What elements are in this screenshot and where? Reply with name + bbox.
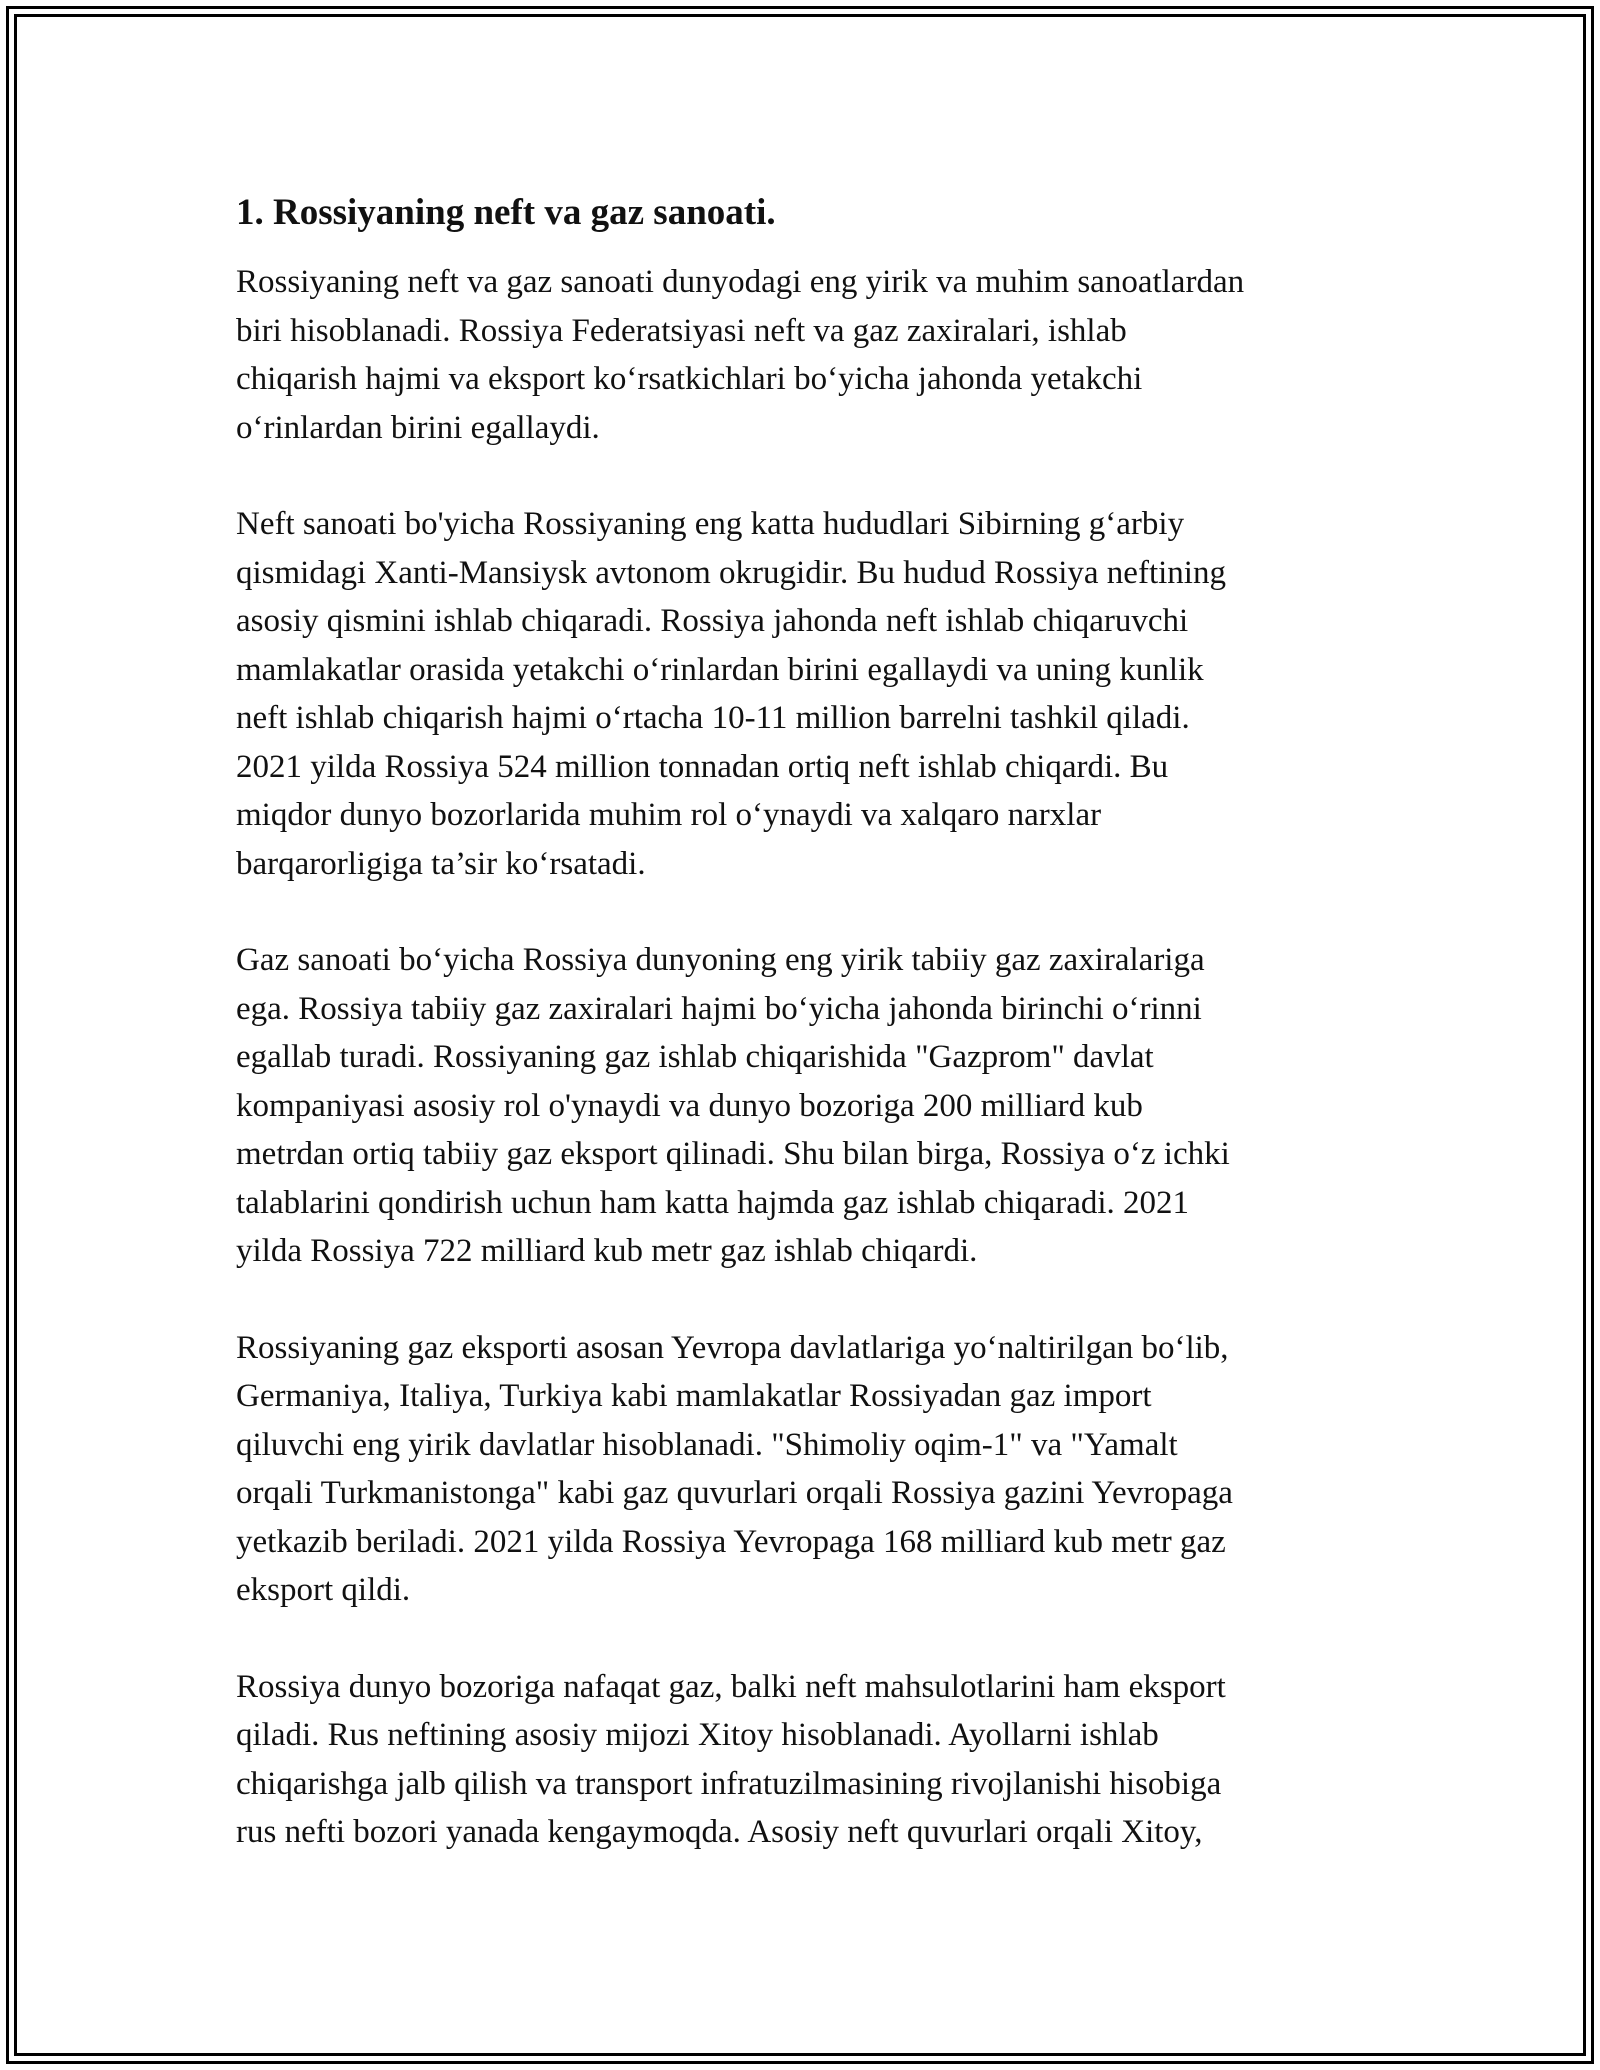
text-line: biri hisoblanadi. Rossiya Federatsiyasi neft va gaz zaxiralari, ishlab	[236, 312, 1127, 349]
text-line: Germaniya, Italiya, Turkiya kabi mamlakatlar Rossiyadan gaz import	[236, 1378, 1152, 1414]
text-line: o‘rinlardan birini egallaydi.	[236, 409, 600, 446]
paragraph-list	[236, 258, 1376, 1857]
text-line: kompaniyasi asosiy rol o'ynaydi va dunyo bozoriga 200 milliard kub	[236, 1087, 1143, 1124]
text-line: mamlakatlar orasida yetakchi o‘rinlardan birini egallaydi va uning kunlik	[236, 651, 1204, 688]
text-line: neft ishlab chiqarish hajmi o‘rtacha 10-11 million barrelni tashkil qiladi.	[236, 700, 1190, 736]
section-heading: 1. Rossiyaning neft va gaz sanoati.	[236, 192, 776, 233]
text-line: Gaz sanoati bo‘yicha Rossiya dunyoning eng yirik tabiiy gaz zaxiralariga	[236, 942, 1205, 978]
text-line: egallab turadi. Rossiyaning gaz ishlab chiqarishida "Gazprom" davlat	[236, 1039, 1154, 1075]
text-line: eksport qildi.	[236, 1572, 411, 1608]
document-body	[236, 188, 1376, 1905]
text-line: Rossiyaning neft va gaz sanoati dunyodagi eng yirik va muhim sanoatlardan	[236, 264, 1245, 300]
text-line: yetkazib beriladi. 2021 yilda Rossiya Yevropaga 168 milliard kub metr gaz	[236, 1523, 1226, 1560]
text-line: talablarini qondirish uchun ham katta hajmda gaz ishlab chiqaradi. 2021	[236, 1184, 1190, 1221]
text-line: orqali Turkmanistonga" kabi gaz quvurlari orqali Rossiya gazini Yevropaga	[236, 1475, 1233, 1511]
text-line: yilda Rossiya 722 milliard kub metr gaz ishlab chiqardi.	[236, 1233, 978, 1269]
text-line: rus nefti bozori yanada kengaymoqda. Asosiy neft quvurlari orqali Xitoy,	[236, 1814, 1203, 1850]
text-line: Rossiyaning gaz eksporti asosan Yevropa davlatlariga yo‘naltirilgan bo‘lib,	[236, 1329, 1229, 1366]
paragraph	[236, 1324, 1376, 1615]
paragraph	[236, 500, 1376, 888]
text-line: asosiy qismini ishlab chiqaradi. Rossiya jahonda neft ishlab chiqaruvchi	[236, 603, 1189, 639]
text-line: Rossiya dunyo bozoriga nafaqat gaz, balki neft mahsulotlarini ham eksport	[236, 1668, 1226, 1705]
text-line: ega. Rossiya tabiiy gaz zaxiralari hajmi bo‘yicha jahonda birinchi o‘rinni	[236, 990, 1202, 1027]
text-line: Neft sanoati bo'yicha Rossiyaning eng katta hududlari Sibirning g‘arbiy	[236, 506, 1185, 542]
text-line: metrdan ortiq tabiiy gaz eksport qilinadi. Shu bilan birga, Rossiya o‘z ichki	[236, 1136, 1230, 1172]
text-line: qiluvchi eng yirik davlatlar hisoblanadi. "Shimoliy oqim-1" va "Yamalt	[236, 1426, 1178, 1463]
text-line: barqarorligiga ta’sir ko‘rsatadi.	[236, 845, 646, 882]
text-line: 2021 yilda Rossiya 524 million tonnadan ortiq neft ishlab chiqardi. Bu	[236, 748, 1169, 785]
text-line: miqdor dunyo bozorlarida muhim rol o‘ynaydi va xalqaro narxlar	[236, 797, 1102, 833]
paragraph	[236, 1663, 1376, 1857]
text-line: chiqarish hajmi va eksport ko‘rsatkichlari bo‘yicha jahonda yetakchi	[236, 361, 1143, 397]
paragraph	[236, 258, 1376, 452]
paragraph	[236, 936, 1376, 1276]
text-line: qiladi. Rus neftining asosiy mijozi Xitoy hisoblanadi. Ayollarni ishlab	[236, 1717, 1159, 1753]
text-line: chiqarishga jalb qilish va transport infratuzilmasining rivojlanishi hisobiga	[236, 1765, 1222, 1802]
text-line: qismidagi Xanti-Mansiysk avtonom okrugidir. Bu hudud Rossiya neftining	[236, 554, 1226, 591]
